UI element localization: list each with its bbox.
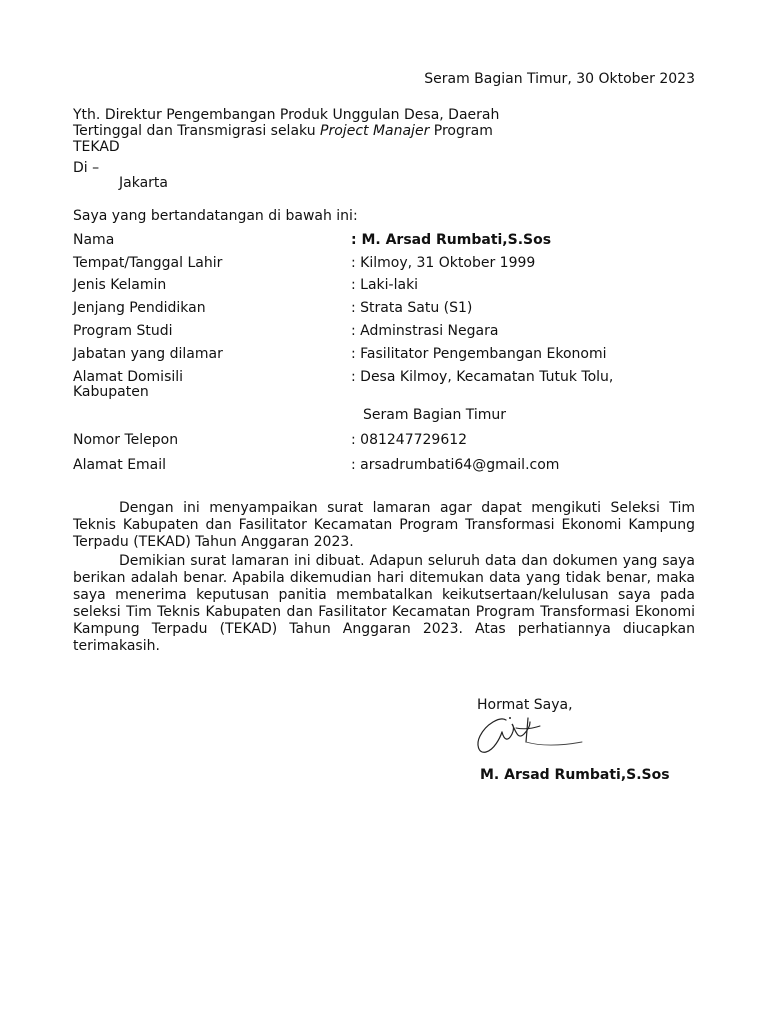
city: Jakarta (119, 175, 168, 191)
intro-text: Saya yang bertandatangan di bawah ini: (73, 208, 358, 224)
addressee-line: Yth. Direktur Pengembangan Produk Unggulan Desa, Daerah Tertinggal dan Transmigrasi selaku (73, 107, 500, 139)
addressee (73, 107, 533, 155)
signer-name: M. Arsad Rumbati,S.Sos (480, 767, 670, 783)
label-nama: Nama (73, 232, 115, 248)
value-pendidikan: : Strata Satu (S1) (351, 300, 473, 316)
label-kabupaten: Kabupaten (73, 384, 149, 400)
label-email: Alamat Email (73, 457, 167, 473)
value-alamat: : Desa Kilmoy, Kecamatan Tutuk Tolu, (351, 369, 614, 385)
addressee-role: Project Manajer (320, 123, 430, 139)
label-jenis-kelamin: Jenis Kelamin (73, 277, 167, 293)
label-program-studi: Program Studi (73, 323, 173, 339)
closing-salutation: Hormat Saya, (477, 697, 573, 713)
label-jabatan: Jabatan yang dilamar (73, 346, 223, 362)
label-alamat: Alamat Domisili (73, 369, 184, 385)
label-ttl: Tempat/Tanggal Lahir (73, 255, 223, 271)
body-paragraph-1: Dengan ini menyampaikan surat lamaran agar dapat mengikuti Seleksi Tim Teknis Kabupaten dan Fasilitator Kecamatan Program Transformasi Ekonomi Kampung Terpadu (TEKAD) Tahun Anggaran 2023. (73, 500, 695, 550)
value-jabatan: : Fasilitator Pengembangan Ekonomi (351, 346, 607, 362)
addressee-program: Program TEKAD (73, 123, 493, 155)
label-pendidikan: Jenjang Pendidikan (73, 300, 206, 316)
value-jenis-kelamin: : Laki-laki (351, 277, 419, 293)
value-program-studi: : Adminstrasi Negara (351, 323, 499, 339)
value-nama: : M. Arsad Rumbati,S.Sos (351, 232, 552, 248)
di-label: Di – (73, 160, 100, 176)
label-telepon: Nomor Telepon (73, 432, 179, 448)
value-ttl: : Kilmoy, 31 Oktober 1999 (351, 255, 536, 271)
body-paragraph-2: Demikian surat lamaran ini dibuat. Adapun seluruh data dan dokumen yang saya berikan adalah benar. Apabila dikemudian hari ditemukan data yang tidak benar, maka saya menerima keputusan panitia membatalkan keikutsertaan/kelulusan saya pada seleksi Tim Teknis Kabupaten dan Fasilitator Kecamatan Program Transformasi Ekonomi Kampung Terpadu (TEKAD) Tahun Anggaran 2023. Atas perhatiannya diucapkan terimakasih. (73, 553, 695, 654)
place-date: Seram Bagian Timur, 30 Oktober 2023 (424, 71, 695, 87)
value-telepon: : 081247729612 (351, 432, 468, 448)
value-email: : arsadrumbati64@gmail.com (351, 457, 560, 473)
signature-image (470, 712, 590, 762)
value-kabupaten: Seram Bagian Timur (363, 407, 507, 423)
